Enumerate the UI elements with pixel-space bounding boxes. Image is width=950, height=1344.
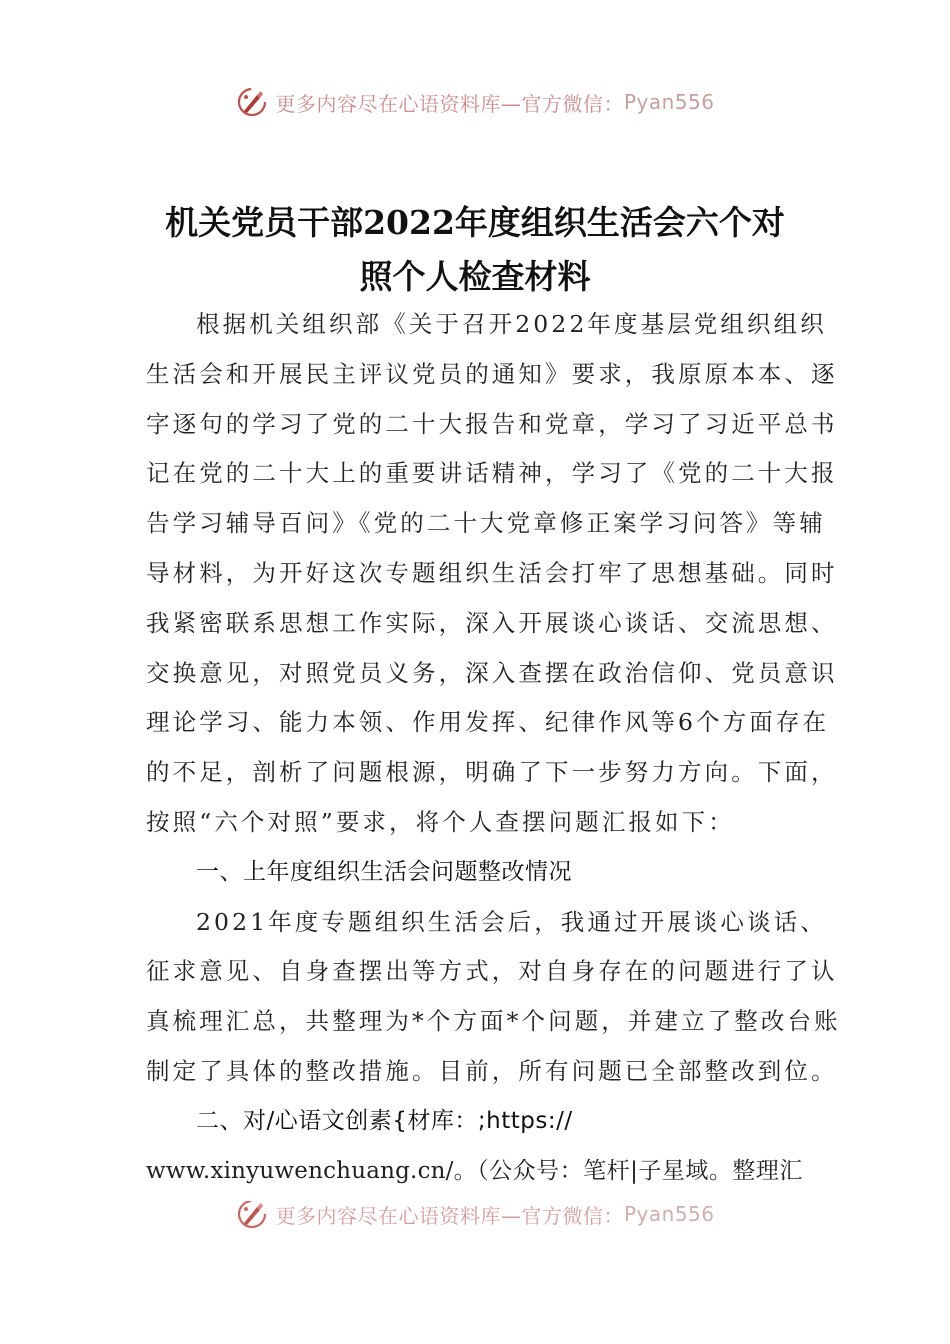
section-heading-1: 一、上年度组织生活会问题整改情况 <box>196 858 572 885</box>
section-heading-2: 二、对/心语文创素{材库：;https:// <box>196 1107 573 1134</box>
pen-logo-icon <box>235 85 269 119</box>
watermark-wechat-id: Pyan556 <box>623 90 715 114</box>
paragraph-line: 根据机关组织部《关于召开2022年度基层党组织组织 <box>196 310 827 338</box>
url-line-tail: 。（公众号：笔杆|子星域。整理汇 <box>453 1157 803 1184</box>
paragraph-line: 征求意见、自身查摆出等方式，对自身存在的问题进行了认 <box>146 957 838 986</box>
paragraph-line: 记在党的二十大上的重要讲话精神，学习了《党的二十大报 <box>146 459 838 488</box>
paragraph-line: 的不足，剖析了问题根源，明确了下一步努力方向。下面， <box>146 758 838 787</box>
document-title <box>120 196 830 304</box>
paragraph-line: 交换意见，对照党员义务，深入查摆在政治信仰、党员意识 <box>146 658 838 687</box>
paragraph-line: 制定了具体的整改措施。目前，所有问题已全部整改到位。 <box>146 1056 838 1085</box>
paragraph-line: 2021年度专题组织生活会后，我通过开展谈心谈话、 <box>196 907 827 936</box>
watermark-text: 更多内容尽在心语资料库—官方微信： <box>275 1203 624 1228</box>
url-line <box>146 1147 808 1197</box>
pen-logo-icon <box>235 1201 269 1231</box>
title-line-1: 机关党员干部2022年度组织生活会六个对 <box>165 203 785 242</box>
paragraph-line: 导材料，为开好这次专题组织生活会打牢了思想基础。同时 <box>146 558 838 587</box>
header-watermark <box>0 82 950 122</box>
title-line-2: 照个人检查材料 <box>359 257 591 296</box>
paragraph-line: 理论学习、能力本领、作用发挥、纪律作风等6个方面存在 <box>146 708 830 737</box>
paragraph-line: 按照“六个对照”要求，将个人查摆问题汇报如下： <box>146 807 735 836</box>
paragraph-line: 告学习辅导百问》《党的二十大党章修正案学习问答》等辅 <box>146 509 826 538</box>
document-body <box>146 300 841 1196</box>
watermark-text: 更多内容尽在心语资料库—官方微信： <box>275 91 624 116</box>
website-link[interactable]: www.xinyuwenchuang.cn/ <box>146 1157 454 1184</box>
paragraph-line: 我紧密联系思想工作实际，深入开展谈心谈话、交流思想、 <box>146 608 838 637</box>
paragraph-line: 字逐句的学习了党的二十大报告和党章，学习了习近平总书 <box>146 409 838 438</box>
paragraph-line: 生活会和开展民主评议党员的通知》要求，我原原本本、逐 <box>146 359 838 388</box>
paragraph-line: 真梳理汇总，共整理为*个方面*个问题，并建立了整改台账 <box>146 1007 841 1036</box>
watermark-wechat-id: Pyan556 <box>623 1202 715 1226</box>
footer-watermark <box>0 1201 950 1239</box>
